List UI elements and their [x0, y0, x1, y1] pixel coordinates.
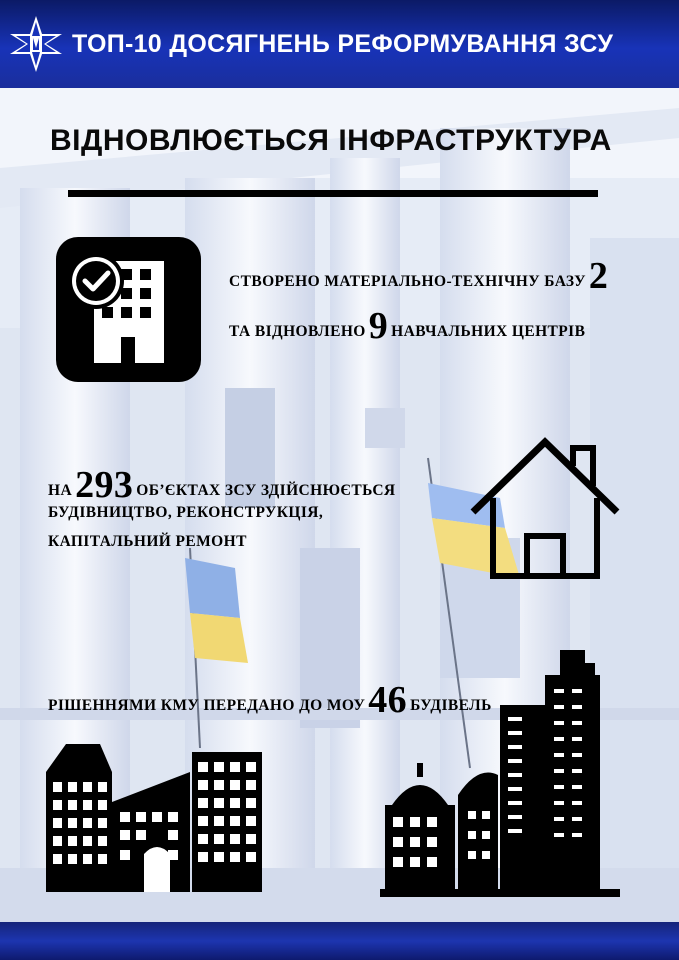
- fact2-line2: БУДІВНИЦТВО, РЕКОНСТРУКЦІЯ,: [48, 504, 324, 521]
- fact3-text-before: РІШЕННЯМИ КМУ ПЕРЕДАНО ДО МОУ: [48, 697, 366, 714]
- fact1-line2-after: НАВЧАЛЬНИХ ЦЕНТРІВ: [391, 323, 586, 340]
- fact3-number: 46: [368, 679, 408, 721]
- buildings-left-icon: [40, 742, 270, 892]
- fact1-line2-before: ТА ВІДНОВЛЕНО: [229, 323, 366, 340]
- house-outline-icon: [465, 436, 625, 581]
- fact2-prefix: НА: [48, 482, 73, 499]
- footer-bar: [0, 922, 679, 960]
- fact1-line2: [229, 304, 585, 348]
- fact2-line1: [48, 463, 396, 507]
- fact2-line1-rest: ОБ’ЄКТАХ ЗСУ ЗДІЙСНЮЄТЬСЯ: [136, 482, 396, 499]
- armed-forces-cross-emblem-icon: [6, 14, 66, 74]
- fact2-line3: КАПІТАЛЬНИЙ РЕМОНТ: [48, 533, 247, 550]
- title-divider: [68, 190, 598, 197]
- fact1-line1-text: СТВОРЕНО МАТЕРІАЛЬНО-ТЕХНІЧНУ БАЗУ: [229, 273, 586, 290]
- fact2-number: 293: [75, 464, 134, 506]
- section-title: ВІДНОВЛЮЄТЬСЯ ІНФРАСТРУКТУРА: [50, 124, 612, 157]
- fact1-number-base: 2: [588, 255, 609, 297]
- fact1-line1: [229, 254, 611, 298]
- fact1-number-centers: 9: [368, 305, 389, 347]
- building-checkmark-icon: [56, 237, 201, 382]
- header-title: ТОП-10 ДОСЯГНЕНЬ РЕФОРМУВАННЯ ЗСУ: [72, 30, 614, 58]
- skyline-right-icon: [380, 645, 630, 900]
- fact3-text-after: БУДІВЕЛЬ: [410, 697, 492, 714]
- header-bar: [0, 0, 679, 88]
